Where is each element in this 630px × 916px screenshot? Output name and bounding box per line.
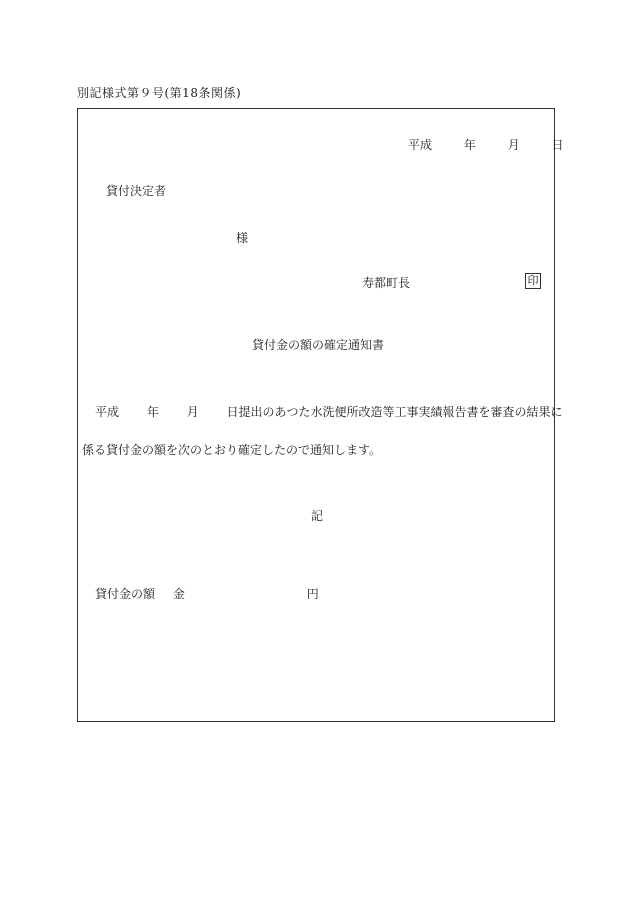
issuer-name: 寿都町長 [362,276,411,290]
body-month: 月 [186,405,199,419]
body-year: 年 [146,405,159,419]
body-line-1-text: 日提出のあつた水洗便所改造等工事実績報告書を審査の結果に [226,405,563,419]
body-era: 平成 [95,405,120,419]
document-title: 貸付金の額の確定通知書 [252,338,385,352]
date-month: 月 [507,138,520,152]
amount-label: 貸付金の額 [95,587,156,601]
amount-kin: 金 [172,587,185,601]
date-day: 日 [551,138,564,152]
honorific: 様 [236,231,249,245]
amount-yen: 円 [306,587,319,601]
recipient-label: 貸付決定者 [106,184,167,198]
body-line-1 [95,403,563,420]
date-era: 平成 [408,138,433,152]
seal-mark: 印 [525,273,541,289]
amount-line [95,585,319,602]
ki-heading: 記 [311,509,324,523]
form-number-label: 別記様式第９号(第18条関係) [77,86,242,100]
date-line [408,136,564,153]
body-line-2: 係る貸付金の額を次のとおり確定したので通知します。 [82,443,382,457]
date-year: 年 [463,138,476,152]
